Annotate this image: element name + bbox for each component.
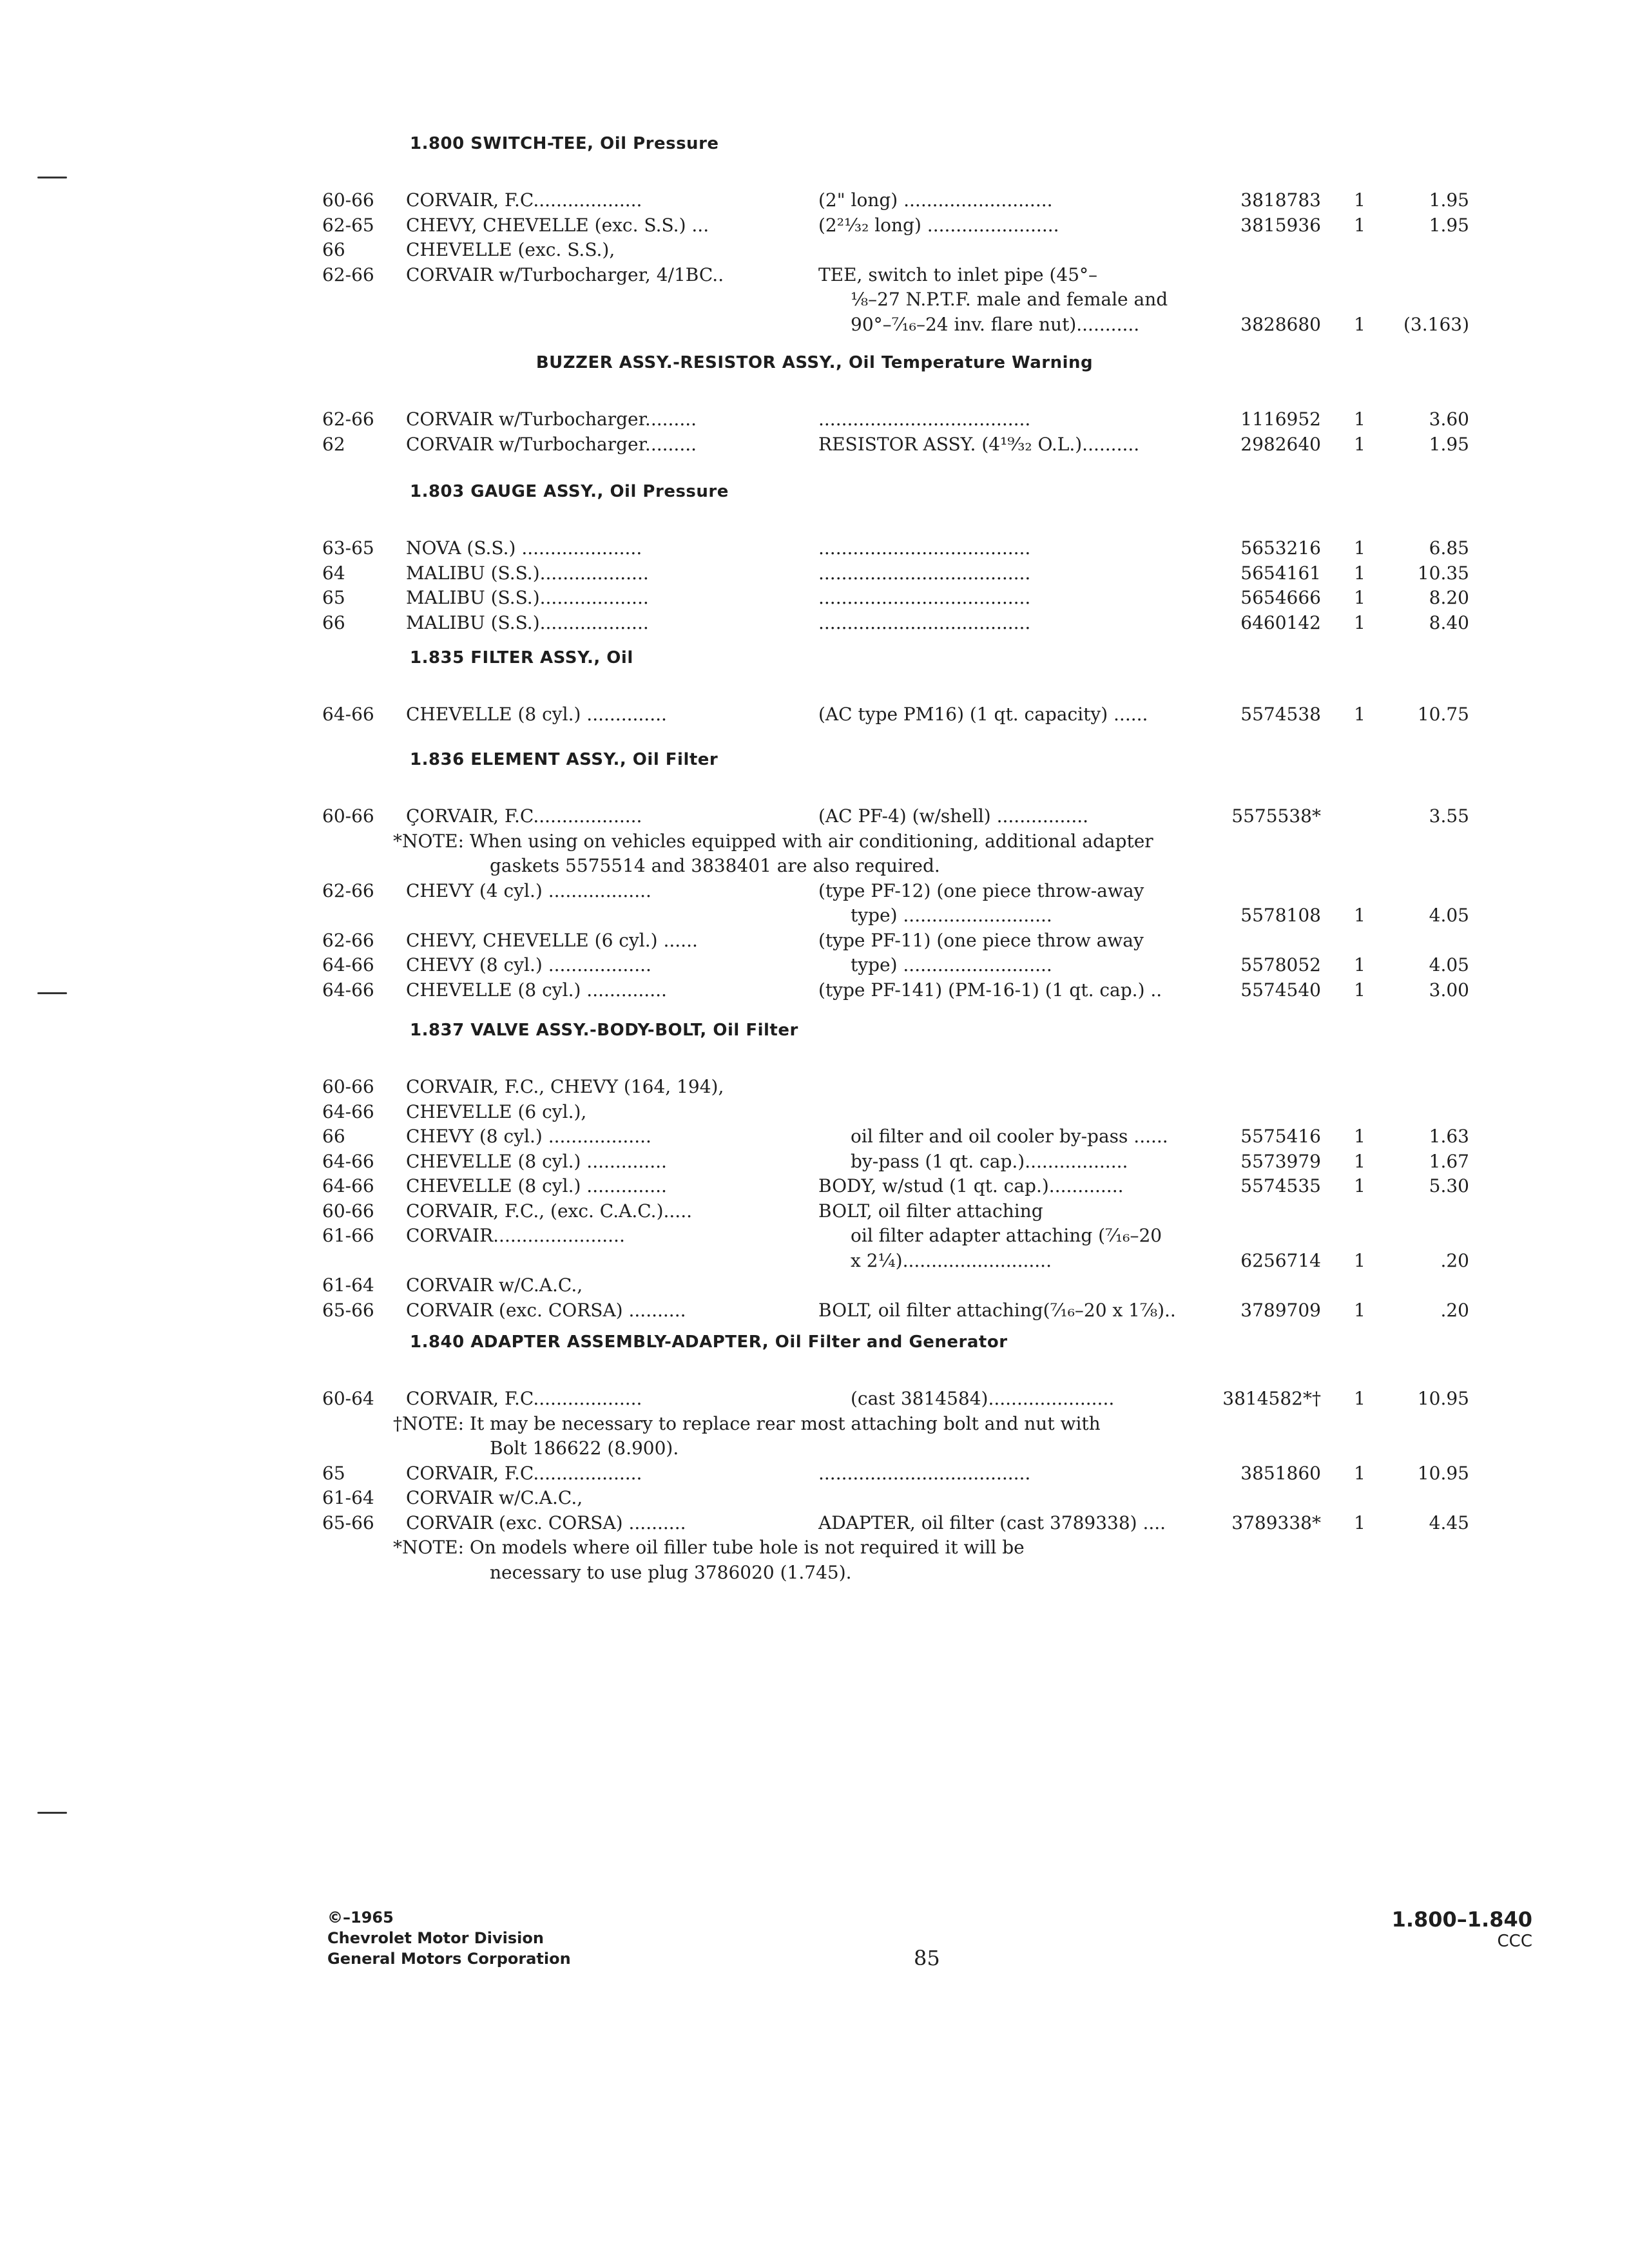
price: 3.00: [1429, 979, 1469, 1001]
description: .....................................: [818, 611, 1031, 633]
description: .....................................: [818, 1462, 1031, 1484]
price: 1.67: [1429, 1150, 1469, 1172]
year-range: 60-66: [322, 1200, 374, 1222]
year-range: 64-66: [322, 704, 374, 725]
section-title: 1.803 GAUGE ASSY.,: [410, 482, 604, 501]
model: CHEVY, CHEVELLE (6 cyl.) ......: [406, 929, 698, 951]
quantity: 1: [1354, 1388, 1365, 1409]
catalog-code: CCC: [1497, 1932, 1532, 1951]
section-heading: [0, 353, 1629, 372]
section-heading: [410, 134, 719, 153]
copyright: ©–1965: [327, 1908, 394, 1927]
model: CORVAIR (exc. CORSA) ..........: [406, 1512, 686, 1533]
footnote: Bolt 186622 (8.900).: [490, 1437, 679, 1459]
year-range: 61-66: [322, 1225, 374, 1246]
part-number: 5575538*: [1231, 805, 1321, 827]
part-number: 6460142: [1240, 611, 1321, 633]
table-row: [0, 562, 1629, 588]
model: CORVAIR w/Turbocharger.........: [406, 433, 697, 455]
table-row: [0, 1487, 1629, 1513]
quantity: 1: [1354, 214, 1365, 236]
description: (cast 3814584)......................: [851, 1388, 1115, 1409]
description: (type PF-11) (one piece throw away: [818, 929, 1144, 951]
model: CHEVELLE (6 cyl.),: [406, 1100, 587, 1122]
quantity: 1: [1354, 611, 1365, 633]
description: .....................................: [818, 587, 1031, 608]
quantity: 1: [1354, 1150, 1365, 1172]
quantity: 1: [1354, 408, 1365, 430]
table-row: [0, 314, 1629, 340]
table-row: [0, 880, 1629, 906]
year-range: 65: [322, 587, 345, 608]
model: CHEVY (4 cyl.) ..................: [406, 879, 651, 901]
part-number: 5575416: [1240, 1126, 1321, 1147]
description: (AC PF-4) (w/shell) ................: [818, 805, 1089, 827]
model: CORVAIR w/C.A.C.,: [406, 1274, 583, 1296]
price: 1.95: [1429, 433, 1469, 455]
table-row: [0, 537, 1629, 563]
description: (2" long) ..........................: [818, 189, 1053, 211]
model: CHEVELLE (8 cyl.) ..............: [406, 704, 667, 725]
quantity: 1: [1354, 1249, 1365, 1271]
year-range: 64-66: [322, 979, 374, 1001]
year-range: 64-66: [322, 1175, 374, 1196]
description: type) ..........................: [851, 954, 1052, 975]
part-number: 3789709: [1240, 1299, 1321, 1321]
table-row: [0, 1388, 1629, 1414]
year-range: 60-66: [322, 805, 374, 827]
section-title: 1.836 ELEMENT ASSY.,: [410, 750, 627, 769]
section-subtitle: Oil Filter and Generator: [769, 1332, 1008, 1352]
description: .....................................: [818, 537, 1031, 559]
division-name: Chevrolet Motor Division: [327, 1929, 544, 1947]
section-heading: [410, 482, 729, 501]
part-number: 3789338*: [1231, 1512, 1321, 1533]
table-row: [0, 215, 1629, 240]
price: 3.55: [1429, 805, 1469, 827]
corporation-name: General Motors Corporation: [327, 1950, 571, 1968]
table-row: [0, 930, 1629, 956]
quantity: 1: [1354, 704, 1365, 725]
section-title: 1.837 VALVE ASSY.-BODY-BOLT,: [410, 1021, 707, 1040]
section-range: 1.800–1.840: [1391, 1907, 1532, 1932]
model: CORVAIR, F.C., CHEVY (164, 194),: [406, 1076, 724, 1097]
year-range: 62-66: [322, 929, 374, 951]
part-number: 3815936: [1240, 214, 1321, 236]
price: 10.95: [1417, 1462, 1469, 1484]
table-row: [0, 1200, 1629, 1226]
price: 10.75: [1417, 704, 1469, 725]
year-range: 60-64: [322, 1388, 374, 1409]
table-row: [0, 189, 1629, 215]
table-row: [0, 905, 1629, 930]
quantity: 1: [1354, 313, 1365, 335]
table-row: [0, 1175, 1629, 1201]
part-number: 3828680: [1240, 313, 1321, 335]
section-title: 1.800 SWITCH-TEE,: [410, 134, 594, 153]
year-range: 62-65: [322, 214, 374, 236]
year-range: 62-66: [322, 879, 374, 901]
table-row: [0, 587, 1629, 613]
description: 90°–⁷⁄₁₆–24 inv. flare nut)...........: [851, 313, 1140, 335]
table-row: [0, 805, 1629, 831]
quantity: 1: [1354, 537, 1365, 559]
model: CORVAIR, F.C...................: [406, 189, 642, 211]
part-number: 3814582*†: [1222, 1388, 1321, 1409]
footnote: *NOTE: On models where oil filler tube hole is not required it will be: [393, 1537, 1025, 1558]
year-range: 62-66: [322, 408, 374, 430]
description: (type PF-12) (one piece throw-away: [818, 879, 1144, 901]
margin-mark: [37, 1812, 67, 1814]
table-row: [0, 1463, 1629, 1488]
description: ADAPTER, oil filter (cast 3789338) ....: [818, 1512, 1166, 1533]
year-range: 60-66: [322, 1076, 374, 1097]
footnote: necessary to use plug 3786020 (1.745).: [490, 1561, 852, 1583]
footnote: *NOTE: When using on vehicles equipped with air conditioning, additional adapter: [393, 830, 1153, 852]
year-range: 66: [322, 611, 345, 633]
table-row: [0, 239, 1629, 265]
table-row: [0, 1076, 1629, 1102]
model: CHEVY (8 cyl.) ..................: [406, 954, 651, 975]
year-range: 64: [322, 562, 345, 584]
price: 10.35: [1417, 562, 1469, 584]
year-range: 61-64: [322, 1487, 374, 1508]
year-range: 65-66: [322, 1512, 374, 1533]
table-row: [0, 1512, 1629, 1538]
quantity: 1: [1354, 587, 1365, 608]
description: BODY, w/stud (1 qt. cap.).............: [818, 1175, 1124, 1196]
table-row: [0, 1101, 1629, 1127]
description: oil filter adapter attaching (⁷⁄₁₆–20: [851, 1225, 1162, 1246]
quantity: 1: [1354, 1512, 1365, 1533]
section-subtitle: Oil Temperature Warning: [842, 353, 1094, 372]
section-heading: [410, 648, 633, 668]
price: .20: [1440, 1249, 1469, 1271]
model: CHEVELLE (8 cyl.) ..............: [406, 979, 667, 1001]
margin-mark: [37, 177, 67, 178]
description: type) ..........................: [851, 905, 1052, 926]
model: ÇORVAIR, F.C...................: [406, 805, 642, 827]
model: CORVAIR w/C.A.C.,: [406, 1487, 583, 1508]
footnote: gaskets 5575514 and 3838401 are also required.: [490, 855, 940, 876]
model: CHEVELLE (exc. S.S.),: [406, 239, 615, 260]
table-row: [0, 979, 1629, 1005]
part-number: 5574540: [1240, 979, 1321, 1001]
part-number: 3818783: [1240, 189, 1321, 211]
quantity: 1: [1354, 1299, 1365, 1321]
price: .20: [1440, 1299, 1469, 1321]
quantity: 1: [1354, 189, 1365, 211]
section-title: 1.835 FILTER ASSY.,: [410, 648, 601, 668]
table-row: [0, 954, 1629, 980]
quantity: 1: [1354, 1462, 1365, 1484]
model: CORVAIR w/Turbocharger.........: [406, 408, 697, 430]
year-range: 66: [322, 1126, 345, 1147]
table-row: [0, 1300, 1629, 1325]
part-number: 5574535: [1240, 1175, 1321, 1196]
table-row: [0, 289, 1629, 314]
description: by-pass (1 qt. cap.)..................: [851, 1150, 1128, 1172]
description: (AC type PM16) (1 qt. capacity) ......: [818, 704, 1148, 725]
model: CORVAIR w/Turbocharger, 4/1BC..: [406, 264, 724, 285]
model: CORVAIR, F.C., (exc. C.A.C.).....: [406, 1200, 693, 1222]
model: NOVA (S.S.) .....................: [406, 537, 642, 559]
quantity: 1: [1354, 562, 1365, 584]
price: 1.95: [1429, 214, 1469, 236]
year-range: 62: [322, 433, 345, 455]
quantity: 1: [1354, 1175, 1365, 1196]
table-row: [0, 1126, 1629, 1151]
model: MALIBU (S.S.)...................: [406, 611, 649, 633]
description: x 2¼)..........................: [851, 1249, 1052, 1271]
description: (2²¹⁄₃₂ long) .......................: [818, 214, 1059, 236]
price: 4.05: [1429, 905, 1469, 926]
table-row: [0, 1151, 1629, 1177]
price: 8.20: [1429, 587, 1469, 608]
table-row: [0, 264, 1629, 290]
publisher-info: [327, 1907, 571, 1969]
model: CHEVY (8 cyl.) ..................: [406, 1126, 651, 1147]
price: 6.85: [1429, 537, 1469, 559]
part-number: 5578108: [1240, 905, 1321, 926]
description: RESISTOR ASSY. (4¹⁹⁄₃₂ O.L.)..........: [818, 433, 1140, 455]
year-range: 64-66: [322, 1100, 374, 1122]
quantity: 1: [1354, 1126, 1365, 1147]
table-row: [0, 612, 1629, 638]
part-number: 5654161: [1240, 562, 1321, 584]
section-subtitle: Oil Filter: [626, 750, 718, 769]
year-range: 64-66: [322, 1150, 374, 1172]
part-number: 5653216: [1240, 537, 1321, 559]
description: TEE, switch to inlet pipe (45°–: [818, 264, 1098, 285]
section-heading: [410, 1021, 798, 1040]
year-range: 62-66: [322, 264, 374, 285]
model: CORVAIR (exc. CORSA) ..........: [406, 1299, 686, 1321]
quantity: 1: [1354, 905, 1365, 926]
section-subtitle: Oil: [600, 648, 633, 668]
model: MALIBU (S.S.)...................: [406, 562, 649, 584]
page-number: 85: [914, 1946, 940, 1970]
price: 3.60: [1429, 408, 1469, 430]
part-number: 2982640: [1240, 433, 1321, 455]
price: 10.95: [1417, 1388, 1469, 1409]
section-title: 1.840 ADAPTER ASSEMBLY-ADAPTER,: [410, 1332, 769, 1352]
quantity: 1: [1354, 979, 1365, 1001]
year-range: 64-66: [322, 954, 374, 975]
price: 4.45: [1429, 1512, 1469, 1533]
table-row: [0, 704, 1629, 729]
model: CORVAIR, F.C...................: [406, 1388, 642, 1409]
quantity: 1: [1354, 433, 1365, 455]
year-range: 65: [322, 1462, 345, 1484]
part-number: 5578052: [1240, 954, 1321, 975]
section-heading: [410, 750, 718, 769]
table-row: [0, 1274, 1629, 1300]
price: (3.163): [1403, 313, 1469, 335]
quantity: 1: [1354, 954, 1365, 975]
model: CHEVY, CHEVELLE (exc. S.S.) ...: [406, 214, 709, 236]
model: CORVAIR.......................: [406, 1225, 625, 1246]
price: 1.95: [1429, 189, 1469, 211]
section-range-block: [1392, 1907, 1532, 1951]
section-subtitle: Oil Pressure: [603, 482, 729, 501]
description: oil filter and oil cooler by-pass ......: [851, 1126, 1168, 1147]
price: 8.40: [1429, 611, 1469, 633]
section-subtitle: Oil Pressure: [593, 134, 719, 153]
model: CHEVELLE (8 cyl.) ..............: [406, 1150, 667, 1172]
part-number: 5574538: [1240, 704, 1321, 725]
description: .....................................: [818, 408, 1031, 430]
part-number: 5573979: [1240, 1150, 1321, 1172]
section-title: BUZZER ASSY.-RESISTOR ASSY.,: [535, 353, 843, 372]
price: 4.05: [1429, 954, 1469, 975]
year-range: 65-66: [322, 1299, 374, 1321]
year-range: 61-64: [322, 1274, 374, 1296]
description: BOLT, oil filter attaching: [818, 1200, 1043, 1222]
year-range: 63-65: [322, 537, 374, 559]
year-range: 66: [322, 239, 345, 260]
year-range: 60-66: [322, 189, 374, 211]
description: ⅛–27 N.P.T.F. male and female and: [851, 289, 1168, 310]
table-row: [0, 408, 1629, 434]
part-number: 3851860: [1240, 1462, 1321, 1484]
model: CORVAIR, F.C...................: [406, 1462, 642, 1484]
table-row: [0, 1250, 1629, 1276]
part-number: 1116952: [1240, 408, 1321, 430]
model: MALIBU (S.S.)...................: [406, 587, 649, 608]
price: 5.30: [1429, 1175, 1469, 1196]
footnote: †NOTE: It may be necessary to replace rear most attaching bolt and nut with: [393, 1412, 1101, 1434]
description: BOLT, oil filter attaching(⁷⁄₁₆–20 x 1⅞)..: [818, 1299, 1176, 1321]
description: .....................................: [818, 562, 1031, 584]
section-heading: [410, 1332, 1008, 1352]
table-row: [0, 434, 1629, 459]
description: (type PF-141) (PM-16-1) (1 qt. cap.) ..: [818, 979, 1162, 1001]
part-number: 6256714: [1240, 1249, 1321, 1271]
table-row: [0, 1225, 1629, 1251]
price: 1.63: [1429, 1126, 1469, 1147]
part-number: 5654666: [1240, 587, 1321, 608]
section-subtitle: Oil Filter: [706, 1021, 798, 1040]
model: CHEVELLE (8 cyl.) ..............: [406, 1175, 667, 1196]
